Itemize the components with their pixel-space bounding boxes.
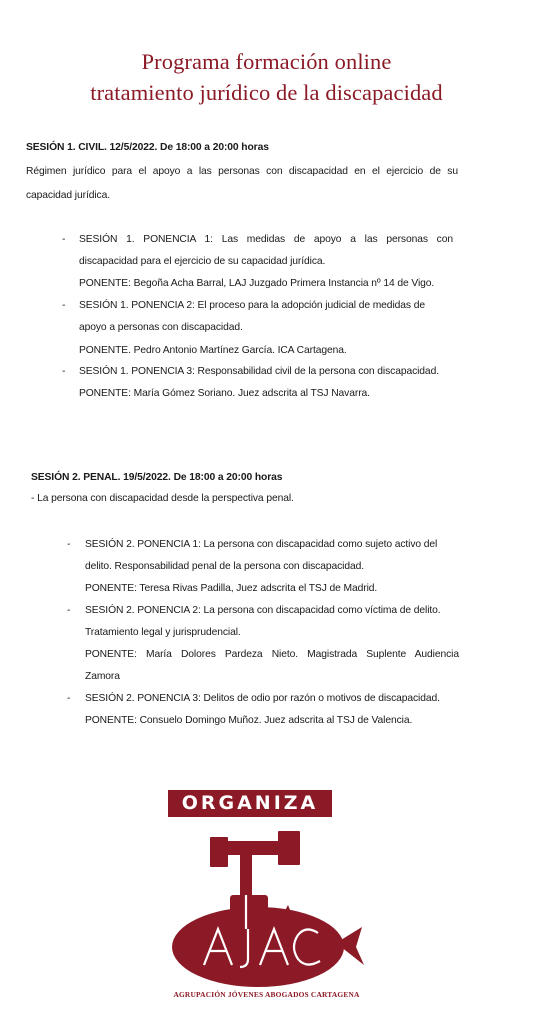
- session-1-heading: SESIÓN 1. CIVIL. 12/5/2022. De 18:00 a 20:00 horas: [26, 142, 269, 153]
- s2-p2-ponente-line-2: Zamora: [85, 671, 120, 682]
- s1-p2-ponente: PONENTE. Pedro Antonio Martínez García. ICA Cartagena.: [79, 345, 347, 356]
- bullet-dash: -: [62, 234, 66, 245]
- document-title: [0, 46, 533, 108]
- s2-p2-line-1: SESIÓN 2. PONENCIA 2: La persona con discapacidad como víctima de delito.: [85, 605, 441, 616]
- s2-p3-ponente: PONENTE: Consuelo Domingo Muñoz. Juez adscrita al TSJ de Valencia.: [85, 715, 413, 726]
- session-1-intro-text-1: Régimen jurídico para el apoyo a las personas con discapacidad en el ejercicio de su: [26, 166, 458, 177]
- gavel-submarine-logo-icon: [160, 825, 370, 1000]
- s1-p2-line-2: apoyo a personas con discapacidad.: [79, 322, 243, 333]
- s2-p2-ponente-text-1: PONENTE: María Dolores Pardeza Nieto. Magistrada Suplente Audiencia: [85, 649, 459, 660]
- s1-p2-line-1: SESIÓN 1. PONENCIA 2: El proceso para la adopción judicial de medidas de: [79, 300, 425, 311]
- session-2-heading: SESIÓN 2. PENAL. 19/5/2022. De 18:00 a 20:00 horas: [31, 472, 283, 483]
- bullet-dash: -: [62, 366, 66, 377]
- s2-p2-ponente-line-1: [85, 649, 459, 660]
- session-1-intro-line-2: capacidad jurídica.: [26, 190, 110, 201]
- title-line-2: tratamiento jurídico de la discapacidad: [90, 80, 443, 105]
- s1-p3-line-1: SESIÓN 1. PONENCIA 3: Responsabilidad civil de la persona con discapacidad.: [79, 366, 439, 377]
- s1-p1-text-1: SESIÓN 1. PONENCIA 1: Las medidas de apoyo a las personas con: [79, 234, 453, 245]
- logo-caption: AGRUPACIÓN JÓVENES ABOGADOS CARTAGENA: [173, 990, 360, 999]
- session-2-intro: - La persona con discapacidad desde la perspectiva penal.: [31, 493, 294, 504]
- s2-p1-ponente: PONENTE: Teresa Rivas Padilla, Juez adscrita el TSJ de Madrid.: [85, 583, 378, 594]
- bullet-dash: -: [67, 605, 71, 616]
- bullet-dash: -: [67, 693, 71, 704]
- s1-p1-line-1: [79, 234, 453, 245]
- bullet-dash: -: [67, 539, 71, 550]
- s2-p3-line-1: SESIÓN 2. PONENCIA 3: Delitos de odio por razón o motivos de discapacidad.: [85, 693, 440, 704]
- bullet-dash: -: [62, 300, 66, 311]
- s2-p1-line-1: SESIÓN 2. PONENCIA 1: La persona con discapacidad como sujeto activo del: [85, 539, 438, 550]
- s1-p1-line-2: discapacidad para el ejercicio de su capacidad jurídica.: [79, 256, 326, 267]
- submarine-icon: [172, 895, 364, 987]
- s1-p3-ponente: PONENTE: María Gómez Soriano. Juez adscrita al TSJ Navarra.: [79, 388, 370, 399]
- s2-p1-line-2: delito. Responsabilidad penal de la persona con discapacidad.: [85, 561, 364, 572]
- title-line-1: Programa formación online: [141, 49, 392, 74]
- s1-p1-ponente: PONENTE: Begoña Acha Barral, LAJ Juzgado Primera Instancia nº 14 de Vigo.: [79, 278, 435, 289]
- organiza-banner: ORGANIZA: [168, 790, 332, 817]
- s2-p2-line-2: Tratamiento legal y jurisprudencial.: [85, 627, 241, 638]
- session-1-intro-line-1: [26, 166, 458, 177]
